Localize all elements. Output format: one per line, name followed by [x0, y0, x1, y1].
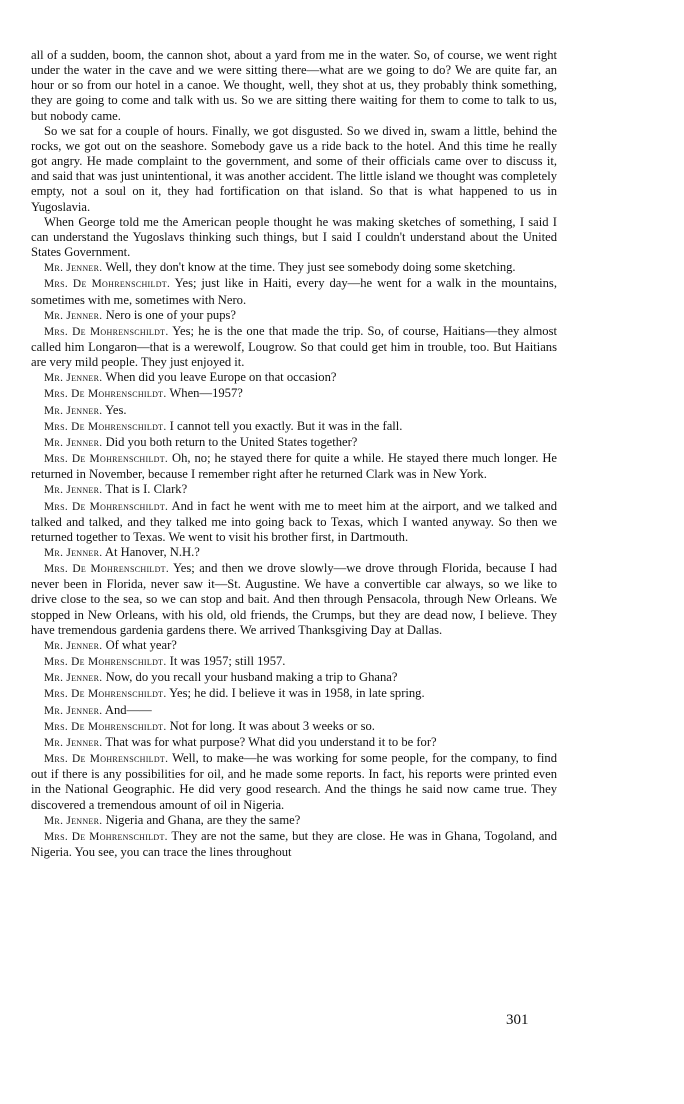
testimony-line — [31, 276, 557, 307]
testimony-line — [31, 451, 557, 482]
testimony-line — [31, 735, 557, 751]
page-body — [31, 48, 557, 860]
testimony-text: Did you both return to the United States together? — [105, 434, 358, 449]
testimony-line — [31, 561, 557, 638]
speaker-label: Mr. Jenner. — [44, 436, 103, 449]
testimony-text: That is I. Clark? — [105, 482, 188, 497]
testimony-text: Yes. — [105, 402, 127, 417]
testimony-text: Yes; just like in Haiti, every day—he went for a walk in the mountains, sometimes with me, sometimes with Nero. — [31, 276, 557, 307]
testimony-line — [31, 370, 557, 386]
testimony-line — [31, 545, 557, 561]
speaker-label: Mrs. De Mohrenschildt. — [44, 453, 169, 466]
testimony-line — [31, 308, 557, 324]
testimony-line — [31, 686, 557, 702]
speaker-label: Mr. Jenner. — [44, 639, 103, 652]
testimony-text: Yes; he is the one that made the trip. So, of course, Haitians—they almost called him Longaron—that is a werewolf, Lougrow. So that could get him in trouble, too. But Haitians are very mild people. They just enjoyed it. — [31, 323, 557, 370]
testimony-text: Well, they don't know at the time. They just see somebody doing some sketching. — [105, 260, 516, 275]
testimony-text: Not for long. It was about 3 weeks or so. — [169, 718, 375, 733]
speaker-label: Mrs. De Mohrenschildt. — [44, 688, 167, 701]
testimony-text: And in fact he went with me to meet him at the airport, and we talked and talked and talked, and they talked me into going back to Texas, which I wanted anyway. So then we returned together to Texas. We went to visit his brother first, in Dartmouth. — [31, 498, 557, 544]
speaker-label: Mrs. De Mohrenschildt. — [44, 563, 170, 576]
speaker-label: Mrs. De Mohrenschildt. — [44, 500, 169, 513]
speaker-label: Mr. Jenner. — [44, 372, 103, 385]
speaker-label: Mrs. De Mohrenschildt. — [44, 388, 167, 401]
narrative-paragraph: When George told me the American people thought he was making sketches of something, I said I can understand the Yugoslavs thinking such things, but I said I couldn't understand about the United States Government. — [31, 214, 557, 260]
testimony-line — [31, 638, 557, 654]
testimony-text: Nero is one of your pups? — [105, 307, 237, 322]
testimony-line — [31, 654, 557, 670]
testimony-line — [31, 260, 557, 276]
testimony-text: Now, do you recall your husband making a trip to Ghana? — [105, 670, 398, 685]
narrative-paragraph: all of a sudden, boom, the cannon shot, about a yard from me in the water. So, of course, we went right under the water in the cave and we were sitting there—what are we going to do? We are quite far, an hour or so from our hotel in a canoe. We thought, well, they shot at us, they probably think something, they are going to come and talk with us. So we are sitting there waiting for them to come to talk to us, but nobody came. — [31, 48, 557, 123]
testimony-text: Of what year? — [105, 637, 177, 652]
speaker-label: Mr. Jenner. — [44, 404, 103, 417]
testimony-text: And—— — [104, 702, 152, 717]
speaker-label: Mrs. De Mohrenschildt. — [44, 278, 171, 291]
speaker-label: Mrs. De Mohrenschildt. — [44, 325, 169, 338]
testimony-line — [31, 670, 557, 686]
speaker-label: Mr. Jenner. — [44, 484, 103, 497]
speaker-label: Mrs. De Mohrenschildt. — [44, 656, 167, 669]
speaker-label: Mrs. De Mohrenschildt. — [44, 420, 167, 433]
narrative-paragraph: So we sat for a couple of hours. Finally, we got disgusted. So we dived in, swam a little, behind the rocks, we got out on the seashore. Somebody gave us a ride back to the hotel. And this time he really got angry. He made complaint to the government, and some of their officials came over to discuss it, and said that was just unintentional, it was another accident. The little island we thought was completely empty, not a soul on it, they had fortification on that island. So that is what happened to us in Yugoslavia. — [31, 123, 557, 214]
testimony-line — [31, 499, 557, 545]
testimony-text: Yes; and then we drove slowly—we drove through Florida, because I had never been in Florida, never saw it—St. Augustine. We have a convertible car always, so we like to drive close to the sea, so we can stop and bait. And then through Pensacola, through New Orleans. We stopped in New Orleans, with his old, old friends, the Crumps, but they are dead now, I believe. They have tremendous gardenia gardens there. We arrived Thanksgiving Day at Dallas. — [31, 561, 558, 637]
testimony-line — [31, 435, 557, 451]
speaker-label: Mrs. De Mohrenschildt. — [44, 830, 168, 843]
testimony-line — [31, 703, 557, 719]
testimony-line — [31, 829, 557, 860]
speaker-label: Mr. Jenner. — [44, 262, 103, 275]
testimony-line — [31, 324, 557, 370]
testimony-line — [31, 751, 557, 813]
testimony-text: Oh, no; he stayed there for quite a while. He stayed there much longer. He returned in November, because I remember right after he returned Clark was in New York. — [31, 451, 558, 482]
testimony-text: At Hanover, N.H.? — [104, 545, 200, 559]
speaker-label: Mr. Jenner. — [44, 309, 103, 322]
speaker-label: Mr. Jenner. — [44, 672, 103, 685]
testimony-line — [31, 386, 557, 402]
testimony-line — [31, 403, 557, 419]
testimony-text: That was for what purpose? What did you understand it to be for? — [105, 734, 437, 749]
testimony-text: Yes; he did. I believe it was in 1958, in late spring. — [169, 686, 425, 701]
testimony-text: Nigeria and Ghana, are they the same? — [105, 812, 301, 827]
speaker-label: Mr. Jenner. — [44, 704, 103, 717]
testimony-text: I cannot tell you exactly. But it was in the fall. — [169, 418, 403, 433]
testimony-text: When—1957? — [169, 386, 243, 401]
testimony-text: When did you leave Europe on that occasion? — [105, 370, 337, 385]
speaker-label: Mr. Jenner. — [44, 547, 103, 559]
testimony-text: It was 1957; still 1957. — [169, 654, 286, 669]
testimony-line — [31, 482, 557, 498]
testimony-text: They are not the same, but they are close. He was in Ghana, Togoland, and Nigeria. You see, you can trace the lines throughout — [31, 828, 558, 859]
testimony-line — [31, 419, 557, 435]
testimony-line — [31, 813, 557, 829]
testimony-text: Well, to make—he was working for some people, for the company, to find out if there is any possibilities for oil, and he made some reports. In fact, his reports were printed even in the National Geographic. He did very good research. And the things he said now came true. They discovered a tremendous amount of oil in Nigeria. — [31, 751, 558, 812]
speaker-label: Mr. Jenner. — [44, 736, 103, 749]
speaker-label: Mrs. De Mohrenschildt. — [44, 753, 169, 766]
testimony-line — [31, 719, 557, 735]
page-number: 301 — [506, 1012, 529, 1028]
speaker-label: Mrs. De Mohrenschildt. — [44, 720, 167, 733]
speaker-label: Mr. Jenner. — [44, 814, 103, 827]
